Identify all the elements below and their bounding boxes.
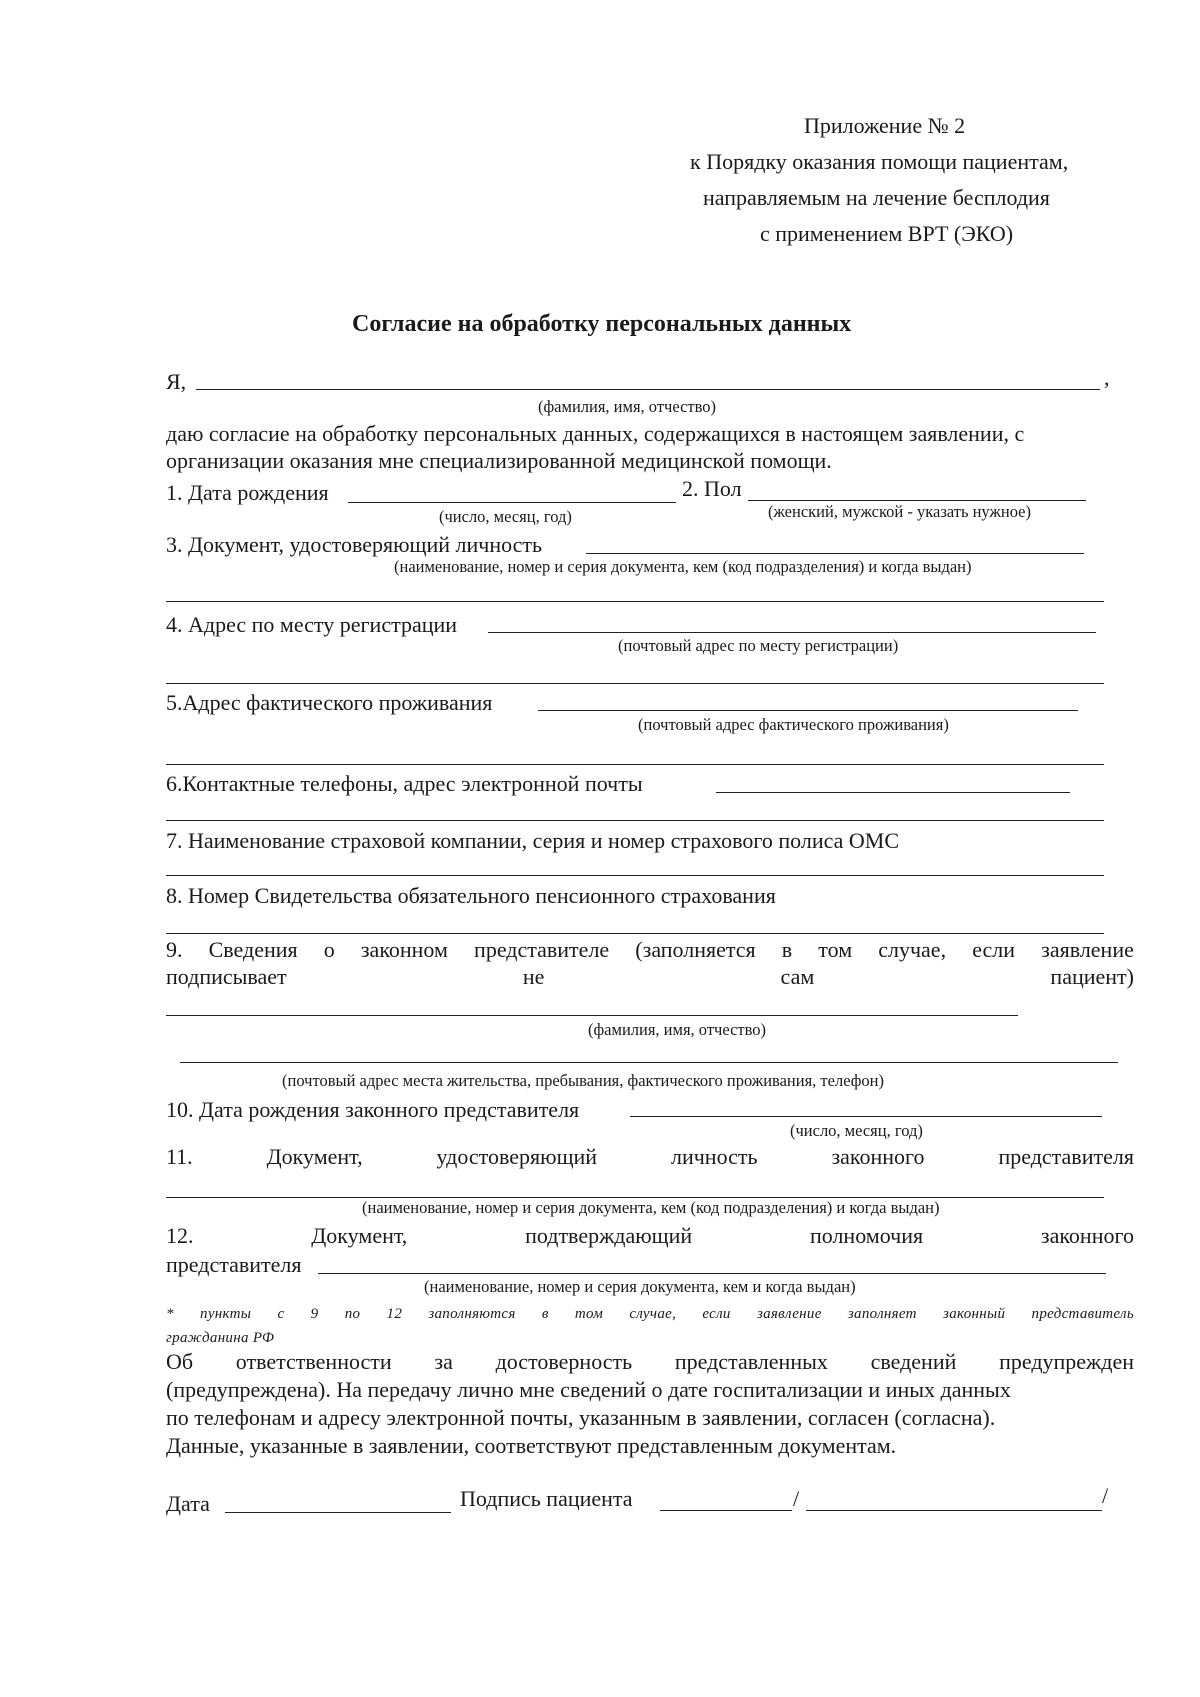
pension-certificate-input-line[interactable] <box>166 933 1104 934</box>
contacts-input-line[interactable] <box>716 792 1070 793</box>
fio-input-line[interactable] <box>196 389 1100 390</box>
appendix-ref-line-1: к Порядку оказания помощи пациентам, <box>690 149 1069 174</box>
caption-id-document: (наименование, номер и серия документа, кем (код подразделения) и когда выдан) <box>394 557 972 576</box>
caption-actual-address: (почтовый адрес фактического проживания) <box>638 715 949 734</box>
id-document-input-line[interactable] <box>586 553 1084 554</box>
field-12-line-1: 12. Документ, подтверждающий полномочия законного <box>166 1223 1134 1248</box>
representative-fio-input-line[interactable] <box>166 1015 1018 1016</box>
footnote-line-2: гражданина РФ <box>166 1330 275 1346</box>
insurance-input-line[interactable] <box>166 875 1104 876</box>
intro-prefix: Я, <box>166 369 187 394</box>
caption-representative-address: (почтовый адрес места жительства, пребывания, фактического проживания, телефон) <box>282 1071 884 1090</box>
field-7-label: 7. Наименование страховой компании, серия и номер страхового полиса ОМС <box>166 828 900 853</box>
signature-label: Подпись пациента <box>460 1486 633 1511</box>
intro-comma: , <box>1104 365 1110 390</box>
caption-representative-id: (наименование, номер и серия документа, кем (код подразделения) и когда выдан) <box>362 1198 940 1217</box>
signature-input-line[interactable] <box>660 1510 792 1511</box>
field-8-label: 8. Номер Свидетельства обязательного пенсионного страхования <box>166 883 776 908</box>
appendix-ref-line-2: направляемым на лечение бесплодия <box>703 185 1050 210</box>
date-label: Дата <box>166 1491 210 1516</box>
responsibility-line-4: Данные, указанные в заявлении, соответствуют представленным документам. <box>166 1433 897 1458</box>
registration-address-input-line-2[interactable] <box>166 683 1104 684</box>
consent-text-line-1: даю согласие на обработку персональных данных, содержащихся в настоящем заявлении, с <box>166 421 1025 446</box>
responsibility-line-2: (предупреждена). На передачу лично мне сведений о дате госпитализации и иных данных <box>166 1377 1011 1402</box>
field-3-label: 3. Документ, удостоверяющий личность <box>166 532 543 557</box>
field-9-line-2: подписывает не сам пациент) <box>166 964 1134 989</box>
footnote-line-1: * пункты с 9 по 12 заполняются в том случае, если заявление заполняет законный представитель <box>166 1306 1134 1322</box>
sex-input-line[interactable] <box>748 500 1086 501</box>
field-11-line: 11. Документ, удостоверяющий личность законного представителя <box>166 1144 1134 1169</box>
consent-text-line-2: организации оказания мне специализированной медицинской помощи. <box>166 448 832 473</box>
field-9-line-1: 9. Сведения о законном представителе (заполняется в том случае, если заявление <box>166 937 1134 962</box>
actual-address-input-line[interactable] <box>538 710 1078 711</box>
field-12-label-2: представителя <box>166 1252 302 1277</box>
field-10-label: 10. Дата рождения законного представителя <box>166 1097 580 1122</box>
birthdate-input-line[interactable] <box>348 502 676 503</box>
caption-representative-birthdate: (число, месяц, год) <box>790 1121 923 1140</box>
signature-slash-2: / <box>1102 1483 1109 1508</box>
date-input-line[interactable] <box>225 1512 451 1513</box>
actual-address-input-line-2[interactable] <box>166 764 1104 765</box>
id-document-input-line-2[interactable] <box>166 601 1104 602</box>
representative-address-input-line[interactable] <box>180 1062 1118 1063</box>
registration-address-input-line[interactable] <box>488 632 1096 633</box>
caption-birthdate: (число, месяц, год) <box>439 507 572 526</box>
authority-document-input-line[interactable] <box>318 1273 1106 1274</box>
contacts-input-line-2[interactable] <box>166 820 1104 821</box>
field-2-label: 2. Пол <box>682 476 742 501</box>
caption-authority-document: (наименование, номер и серия документа, кем и когда выдан) <box>424 1277 856 1296</box>
appendix-ref-line-3: с применением ВРТ (ЭКО) <box>760 221 1014 246</box>
field-5-label: 5.Адрес фактического проживания <box>166 690 493 715</box>
caption-sex: (женский, мужской - указать нужное) <box>768 502 1031 521</box>
signature-slash-1: / <box>793 1486 800 1511</box>
caption-representative-fio: (фамилия, имя, отчество) <box>588 1020 767 1039</box>
field-6-label: 6.Контактные телефоны, адрес электронной почты <box>166 771 643 796</box>
field-4-label: 4. Адрес по месту регистрации <box>166 612 458 637</box>
field-1-label: 1. Дата рождения <box>166 480 329 505</box>
page-title: Согласие на обработку персональных данных <box>352 311 852 337</box>
representative-birthdate-input-line[interactable] <box>630 1116 1102 1117</box>
caption-registration-address: (почтовый адрес по месту регистрации) <box>618 636 899 655</box>
responsibility-line-1: Об ответственности за достоверность представленных сведений предупрежден <box>166 1349 1134 1374</box>
appendix-number: Приложение № 2 <box>804 113 966 138</box>
responsibility-line-3: по телефонам и адресу электронной почты, указанным в заявлении, согласен (согласна). <box>166 1405 996 1430</box>
caption-fio: (фамилия, имя, отчество) <box>538 397 717 416</box>
signature-name-input-line[interactable] <box>806 1510 1102 1511</box>
